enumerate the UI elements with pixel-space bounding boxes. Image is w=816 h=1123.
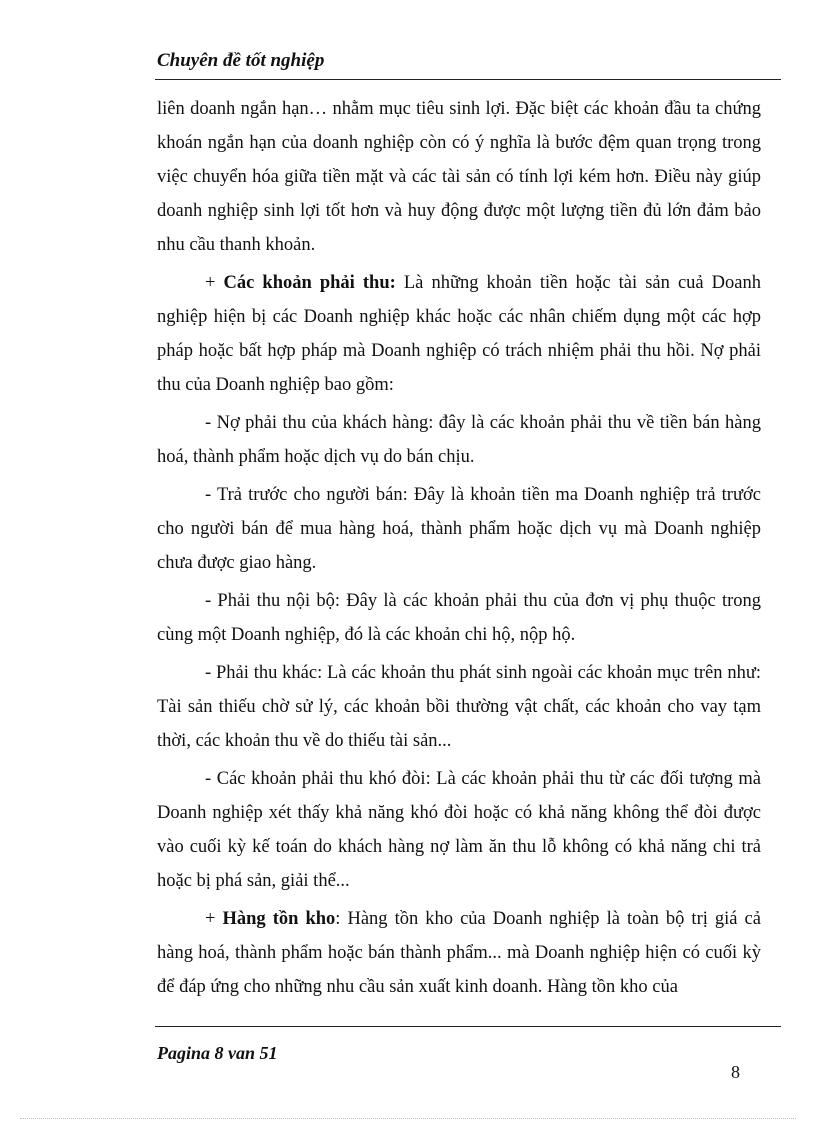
paragraph-text: : Hàng tồn kho của Doanh nghiệp là toàn bộ trị giá cả hàng hoá, thành phẩm hoặc bán thành phẩm... mà Doanh nghiệp hiện có cuối kỳ để đáp ứng cho những nhu cầu sản xuất kinh doanh. Hàng tồn kho của — [157, 909, 761, 997]
document-body — [157, 92, 761, 1008]
paragraph: - Phải thu khác: Là các khoản thu phát sinh ngoài các khoản mục trên như: Tài sản thiếu chờ sử lý, các khoản bồi thường vật chất, các khoản cho vay tạm thời, các khoản thu về do thiếu tài sản... — [157, 663, 761, 751]
footer-page-label: Pagina 8 van 51 — [157, 1043, 278, 1063]
term-heading: Các khoản phải thu: — [223, 273, 396, 293]
paragraph-prefix: + — [205, 273, 224, 293]
paragraph — [157, 902, 761, 1004]
paragraph — [157, 266, 761, 402]
term-heading: Hàng tồn kho — [222, 909, 336, 929]
paragraph-prefix: + — [205, 909, 223, 929]
page-edge-dotted-line — [20, 1118, 796, 1119]
paragraph: - Trả trước cho người bán: Đây là khoản tiền ma Doanh nghiệp trả trước cho người bán để mua hàng hoá, thành phẩm hoặc dịch vụ mà Doanh nghiệp chưa được giao hàng. — [157, 485, 761, 573]
footer-rule — [155, 1026, 781, 1027]
paragraph: - Nợ phải thu của khách hàng: đây là các khoản phải thu về tiền bán hàng hoá, thành phẩm hoặc dịch vụ do bán chịu. — [157, 413, 761, 467]
paragraph: liên doanh ngắn hạn… nhằm mục tiêu sinh lợi. Đặc biệt các khoản đầu ta chứng khoán ngắn hạn của doanh nghiệp còn có ý nghĩa là bước đệm quan trọng trong việc chuyển hóa giữa tiền mặt và các tài sản có tính lợi kém hơn. Điều này giúp doanh nghiệp sinh lợi tốt hơn và huy động được một lượng tiền đủ lớn đảm bảo nhu cầu thanh khoản. — [157, 99, 761, 255]
document-header-title: Chuyên đề tốt nghiệp — [157, 50, 325, 71]
paragraph: - Phải thu nội bộ: Đây là các khoản phải thu của đơn vị phụ thuộc trong cùng một Doanh nghiệp, đó là các khoản chi hộ, nộp hộ. — [157, 591, 761, 645]
header-rule — [155, 79, 781, 80]
paragraph: - Các khoản phải thu khó đòi: Là các khoản phải thu từ các đối tượng mà Doanh nghiệp xét thấy khả năng khó đòi hoặc có khả năng không thể đòi được vào cuối kỳ kế toán do khách hàng nợ làm ăn thu lỗ không có khả năng chi trả hoặc bị phá sản, giải thể... — [157, 769, 761, 891]
page-number: 8 — [731, 1062, 740, 1082]
paragraph-text: Là những khoản tiền hoặc tài sản cuả Doanh nghiệp hiện bị các Doanh nghiệp khác hoặc các nhân chiếm dụng một các hợp pháp hoặc bất hợp pháp mà Doanh nghiệp có trách nhiệm phải thu hồi. Nợ phải thu của Doanh nghiệp bao gồm: — [157, 273, 762, 395]
